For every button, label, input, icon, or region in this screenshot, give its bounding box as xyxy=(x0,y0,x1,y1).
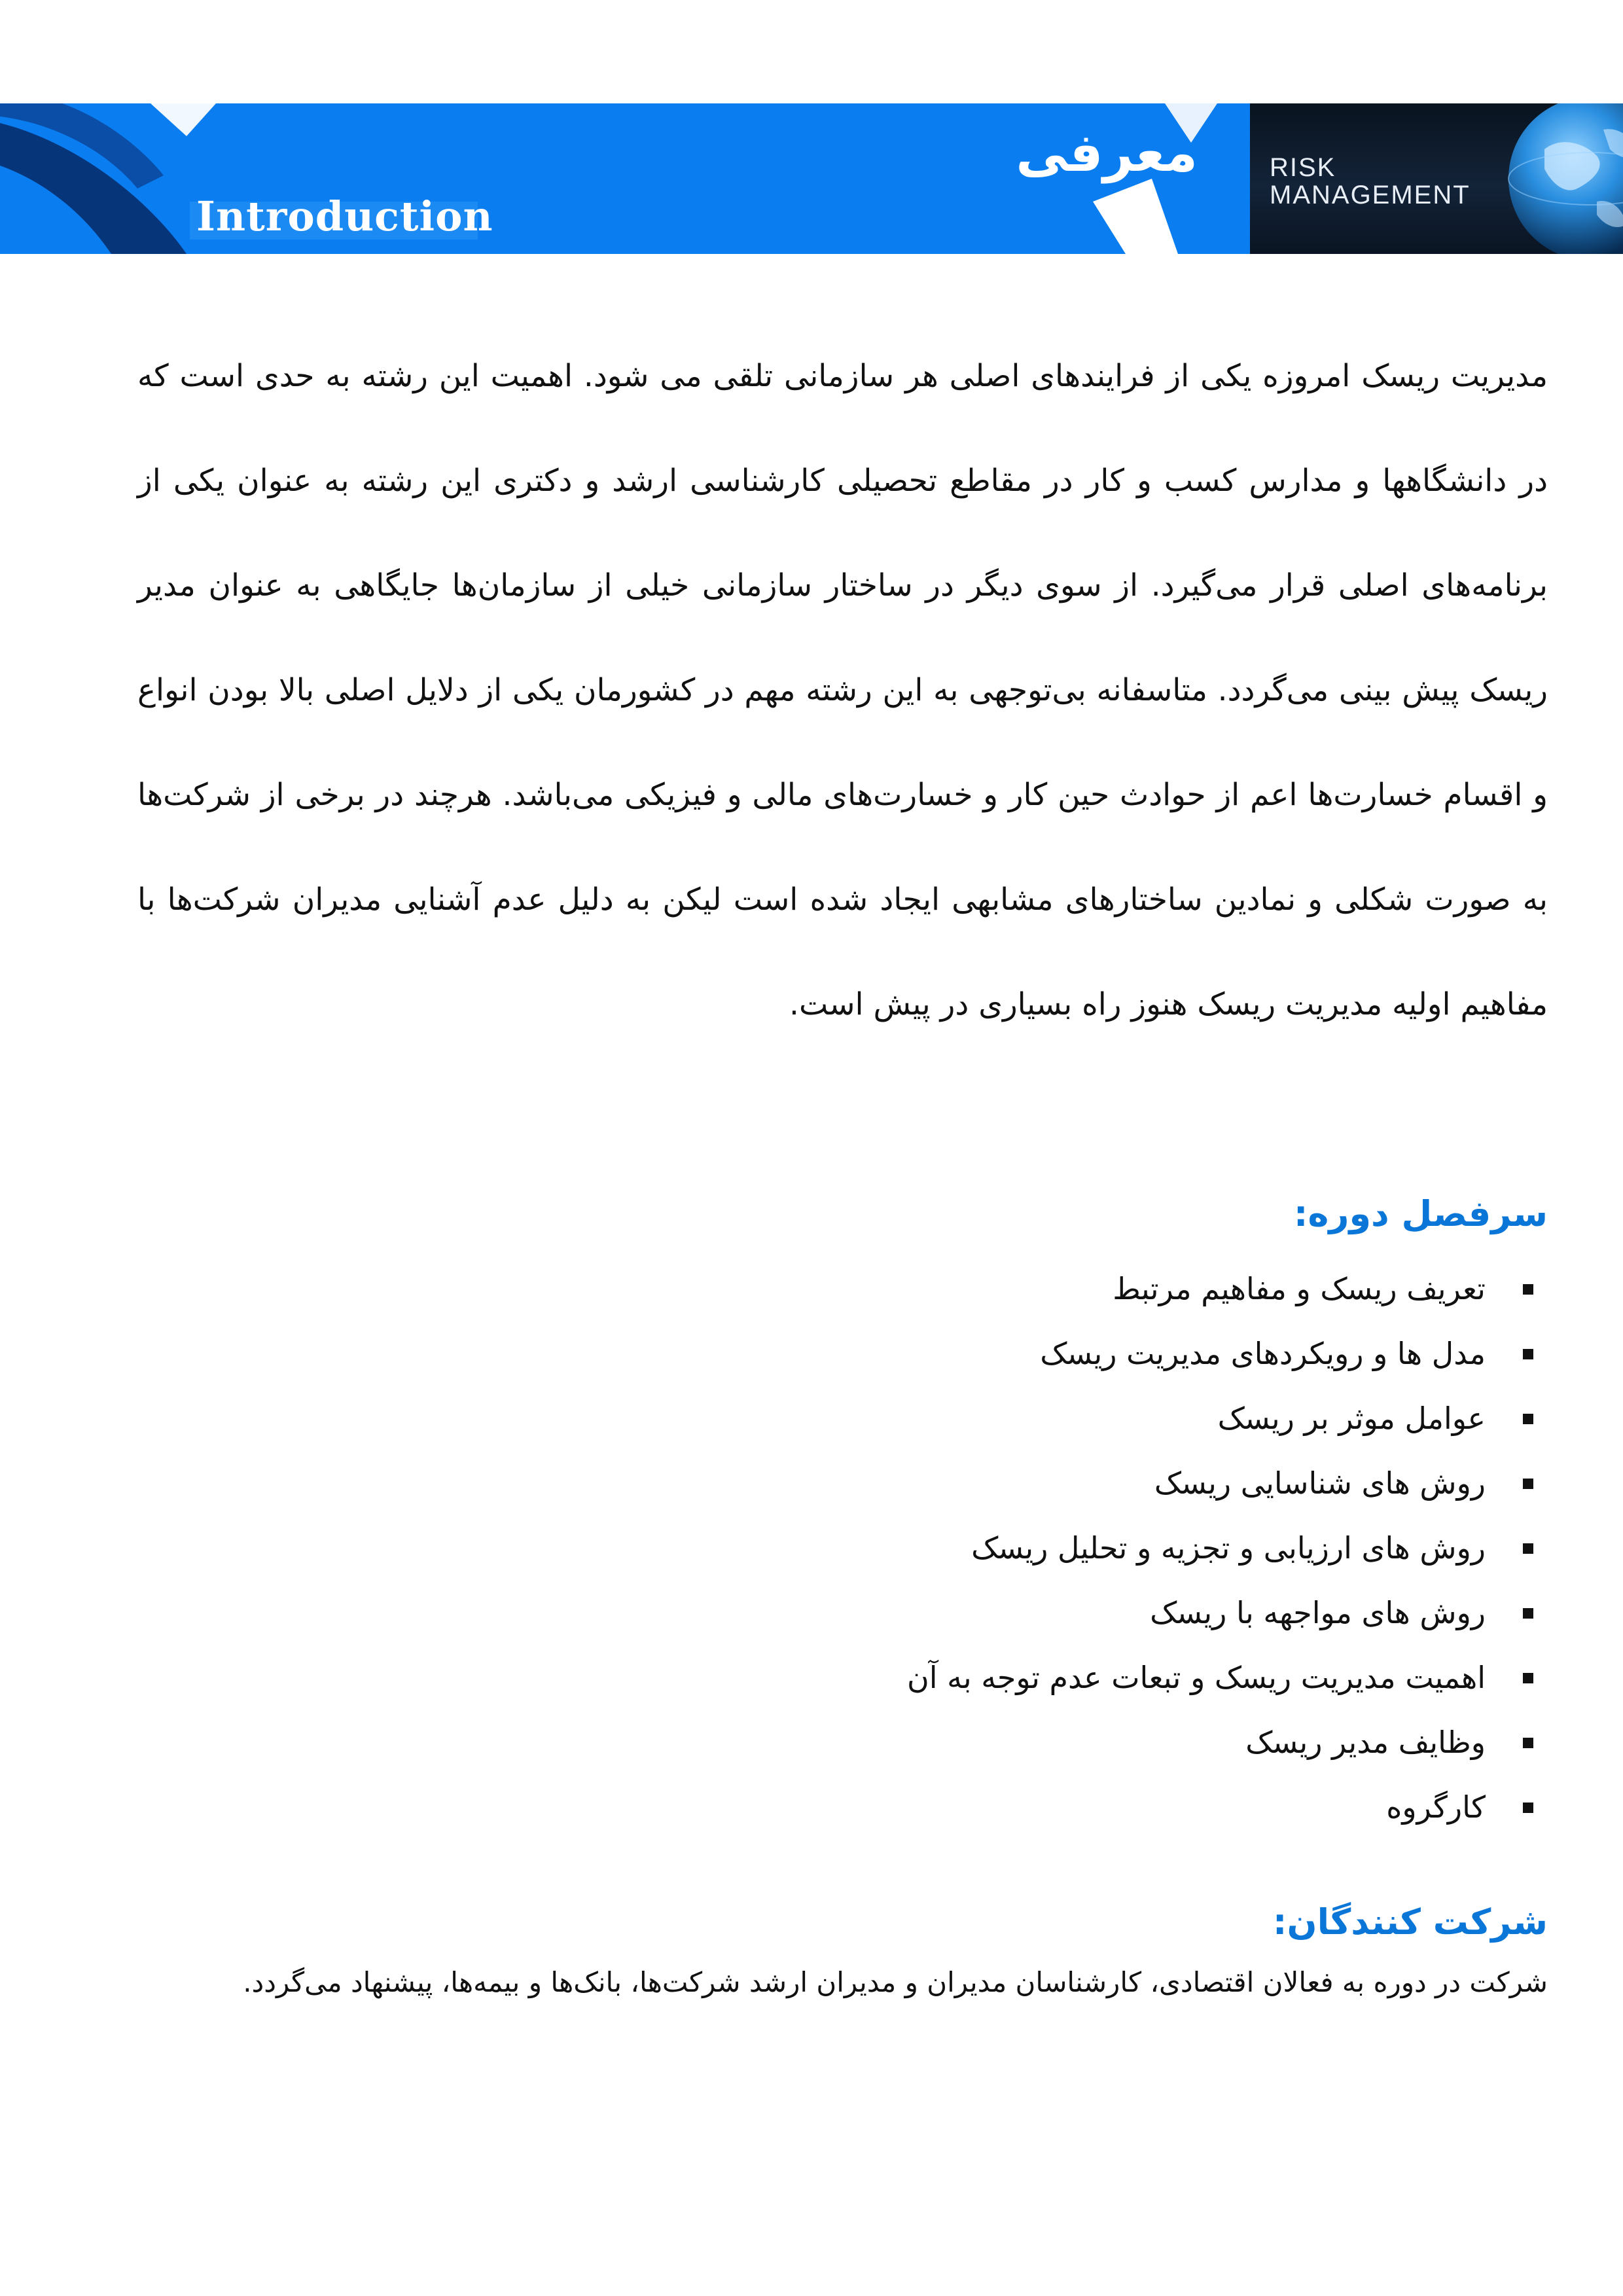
logo-text-risk: RISK xyxy=(1270,153,1336,182)
outline-item-text: روش های شناسایی ریسک xyxy=(1154,1465,1486,1501)
outline-item xyxy=(137,1257,1486,1321)
intro-paragraph: مدیریت ریسک امروزه یکی از فرایندهای اصلی هر سازمانی تلقی می شود. اهمیت این رشته به حدی است که در دانشگاهها و مدارس کسب و کار در مقاطع تحصیلی کارشناسی ارشد و دکتری این رشته به عنوان یکی از برنامه‌های اصلی قرار می‌گیرد. از سوی دیگر در ساختار سازمانی خیلی از سازمان‌ها جایگاهی به عنوان مدیر ریسک پیش بینی می‌گردد. متاسفانه بی‌توجهی به این رشته مهم در کشورمان یکی از دلایل اصلی بالا بودن انواع و اقسام خسارت‌ها اعم از حوادث حین کار و خسارت‌های مالی و فیزیکی می‌باشد. هرچند در برخی از شرکت‌ها به صورت شکلی و نمادین ساختارهای مشابهی ایجاد شده است لیکن به دلیل عدم آشنایی مدیران شرکت‌ها با مفاهیم اولیه مدیریت ریسک هنوز راه بسیاری در پیش است. xyxy=(137,358,1548,1022)
square-bullet-icon xyxy=(1523,1608,1533,1619)
outline-item xyxy=(137,1321,1486,1386)
square-bullet-icon xyxy=(1523,1738,1533,1748)
outline-item xyxy=(137,1451,1486,1516)
header-banner xyxy=(0,103,1623,254)
outline-item xyxy=(137,1645,1486,1710)
outline-item xyxy=(137,1710,1486,1775)
outline-item xyxy=(137,1386,1486,1451)
square-bullet-icon xyxy=(1523,1349,1533,1359)
square-bullet-icon xyxy=(1523,1543,1533,1554)
course-outline-heading: سرفصل دوره: xyxy=(1293,1193,1548,1234)
square-bullet-icon xyxy=(1523,1284,1533,1295)
outline-item-text: وظایف مدیر ریسک xyxy=(1245,1725,1486,1760)
participants-text: شرکت در دوره به فعالان اقتصادی، کارشناسان مدیران و مدیران ارشد شرکت‌ها، بانک‌ها و بیمه‌ها، پیشنهاد می‌گردد. xyxy=(243,1966,1548,1998)
globe-icon xyxy=(1499,103,1623,254)
outline-item-text: تعریف ریسک و مفاهیم مرتبط xyxy=(1113,1271,1486,1306)
outline-item-text: اهمیت مدیریت ریسک و تبعات عدم توجه به آن xyxy=(907,1660,1486,1695)
outline-item xyxy=(137,1775,1486,1840)
logo-text-management: MANAGEMENT xyxy=(1270,181,1471,209)
risk-management-logo xyxy=(1250,103,1623,254)
introduction-title-fa: معرفی xyxy=(1016,122,1198,183)
square-bullet-icon xyxy=(1523,1673,1533,1683)
square-bullet-icon xyxy=(1523,1803,1533,1813)
outline-item xyxy=(137,1581,1486,1645)
outline-item-text: روش های مواجهه با ریسک xyxy=(1150,1595,1486,1630)
outline-item-text: روش های ارزیابی و تجزیه و تحلیل ریسک xyxy=(971,1530,1486,1566)
outline-item xyxy=(137,1516,1486,1581)
outline-item-text: مدل ها و رویکردهای مدیریت ریسک xyxy=(1040,1336,1486,1371)
participants-heading: شرکت کنندگان: xyxy=(1272,1901,1548,1943)
outline-item-text: کارگروه xyxy=(1386,1789,1486,1825)
course-outline-list xyxy=(137,1257,1486,1840)
square-bullet-icon xyxy=(1523,1414,1533,1424)
square-bullet-icon xyxy=(1523,1479,1533,1489)
introduction-title-en: Introduction xyxy=(196,192,493,240)
outline-item-text: عوامل موثر بر ریسک xyxy=(1217,1401,1486,1436)
